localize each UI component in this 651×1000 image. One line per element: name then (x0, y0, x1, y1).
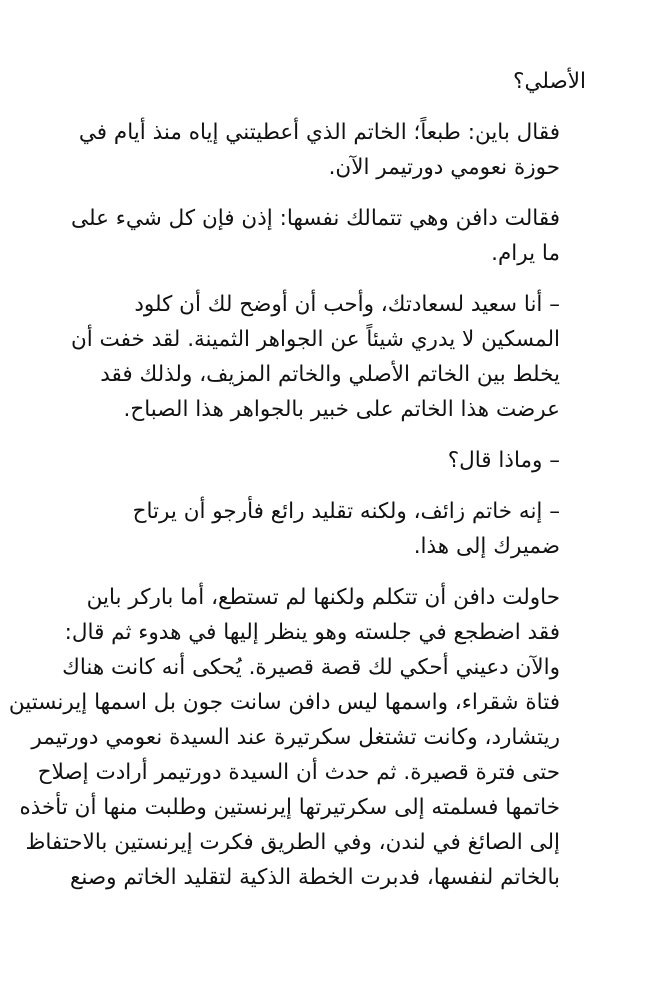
paragraph-6 (72, 494, 586, 564)
page-text (8, 64, 586, 895)
text-line: خاتمها فسلمته إلى سكرتيرتها إيرنستين وطلبت منها أن تأخذه (19, 795, 560, 820)
text-line: فتاة شقراء، واسمها ليس دافن سانت جون بل اسمها إيرنستين (8, 690, 560, 715)
paragraph-7 (8, 580, 586, 895)
paragraph-4 (72, 287, 586, 427)
text-line: عرضت هذا الخاتم على خبير بالجواهر هذا الصباح. (123, 397, 560, 422)
paragraph-2 (72, 115, 586, 185)
text-line: فقالت دافن وهي تتمالك نفسها: إذن فإن كل شيء على (71, 206, 560, 231)
text-line: بالخاتم لنفسها، فدبرت الخطة الذكية لتقليد الخاتم وصنع (69, 865, 560, 890)
text-line: ريتشارد، وكانت تشتغل سكرتيرة عند السيدة نعومي دورتيمر (31, 725, 560, 750)
text-line: – وماذا قال؟ (447, 448, 560, 473)
text-line: – إنه خاتم زائف، ولكنه تقليد رائع فأرجو أن يرتاح (132, 499, 560, 524)
text-line: المسكين لا يدري شيئاً عن الجواهر الثمينة. لقد خفت أن (70, 327, 560, 352)
text-line: ما يرام. (491, 241, 560, 266)
text-line: ضميرك إلى هذا. (413, 534, 560, 559)
paragraph-5 (72, 443, 586, 478)
text-line: حتى فترة قصيرة. ثم حدث أن السيدة دورتيمر أرادت إصلاح (37, 760, 560, 785)
text-line: فقال باين: طبعاً؛ الخاتم الذي أعطيتني إياه منذ أيام في (78, 120, 560, 145)
text-line: فقد اضطجع في جلسته وهو ينظر إليها في هدوء ثم قال: (64, 620, 560, 645)
text-line: يخلط بين الخاتم الأصلي والخاتم المزيف، ولذلك فقد (100, 362, 560, 387)
text-line: الأصلي؟ (513, 69, 586, 94)
text-line: والآن دعيني أحكي لك قصة قصيرة. يُحكى أنه كانت هناك (62, 655, 560, 680)
paragraph-3 (72, 201, 586, 271)
text-line: إلى الصائغ في لندن، وفي الطريق فكرت إيرنستين بالاحتفاظ (25, 830, 560, 855)
text-line: حاولت دافن أن تتكلم ولكنها لم تستطع، أما باركر باين (86, 585, 560, 610)
paragraph-1 (72, 64, 586, 99)
text-line: – أنا سعيد لسعادتك، وأحب أن أوضح لك أن كلود (134, 292, 560, 317)
text-line: حوزة نعومي دورتيمر الآن. (328, 155, 560, 180)
